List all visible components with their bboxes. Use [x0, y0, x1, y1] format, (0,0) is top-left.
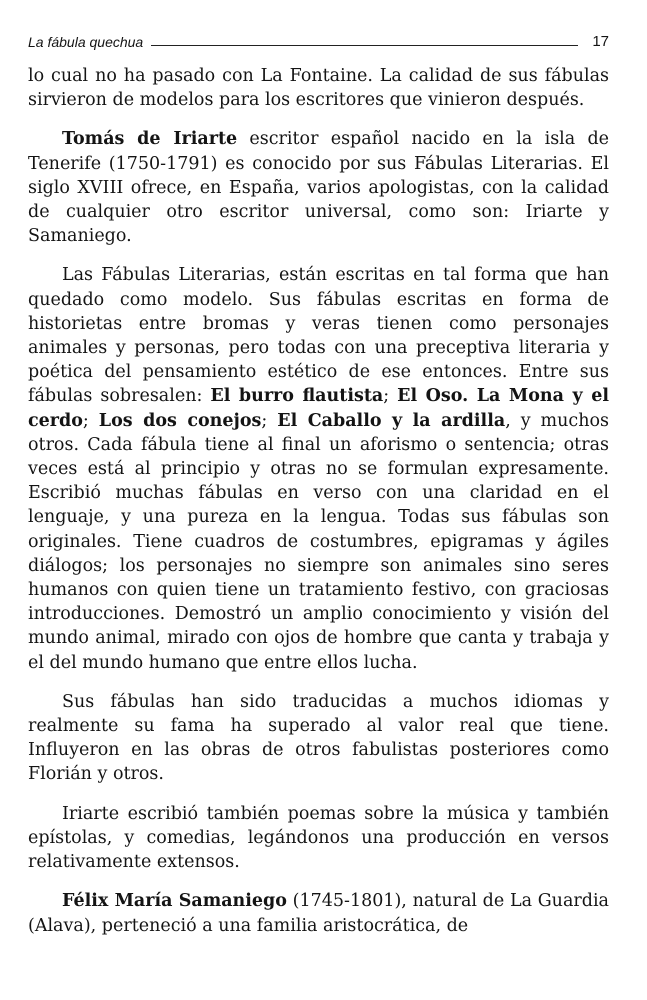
text-run: escritor español nacido en la isla de Tenerife (1750-1791) es conocido por sus Fábulas Literarias. El siglo XVIII ofrece, en España, varios apologistas, con la calidad de cualquier otro escritor universal, como son: Iriarte y Samaniego.	[28, 129, 610, 247]
page-number: 17	[592, 33, 609, 50]
text-run: Sus fábulas han sido traducidas a muchos idiomas y realmente su fama ha superado al valor real que tiene. Influyeron en las obras de otros fabulistas posteriores como Florián y otros.	[28, 691, 609, 785]
paragraph-samaniego	[28, 889, 609, 937]
paragraph-continued	[28, 64, 609, 112]
bold-text: Los dos conejos	[98, 410, 262, 431]
text-run: (1745-1801), natural de La Guardia (Alava), perteneció a una familia aristocrática, de	[28, 891, 609, 936]
text-run: ;	[82, 410, 99, 431]
paragraph-fabulas-literarias	[28, 263, 609, 674]
text-run: ;	[383, 386, 398, 407]
header-rule	[151, 45, 578, 46]
paragraph-poemas	[28, 802, 609, 875]
text-run: ;	[261, 410, 278, 431]
bold-text: Félix María Samaniego	[62, 891, 287, 912]
text-run: lo cual no ha pasado con La Fontaine. La calidad de sus fábulas sirvieron de modelos para los escritores que vinieron después.	[28, 66, 609, 111]
running-title: La fábula quechua	[28, 34, 144, 50]
text-run: Iriarte escribió también poemas sobre la música y también epístolas, y comedias, legándonos una producción en versos relativamente extensos.	[28, 803, 609, 873]
paragraph-traducciones	[28, 690, 609, 787]
text-run: , y muchos otros. Cada fábula tiene al final un aforismo o sentencia; otras veces está al principio y otras no se formulan expresamente. Escribió muchas fábulas en verso con una claridad en el lenguaje, y una pureza en la lengua. Todas sus fábulas son originales. Tiene cuadros de costumbres, epigramas y ágiles diálogos; los personajes no siempre son animales sino seres humanos con quien tiene un tratamiento festivo, con graciosas introducciones. Demostró un amplio conocimiento y visión del mundo animal, mirado con ojos de hombre que canta y trabaja y el del mundo humano que entre ellos lucha.	[28, 410, 609, 673]
bold-text: El burro flautista	[210, 386, 384, 407]
body-text	[28, 64, 609, 953]
bold-text: El Oso. La Mona y el cerdo	[28, 386, 609, 431]
running-header	[28, 30, 609, 50]
bold-text: Tomás de Iriarte	[62, 129, 238, 150]
paragraph-iriarte-intro	[28, 127, 609, 248]
text-run: Las Fábulas Literarias, están escritas en tal forma que han quedado como modelo. Sus fábulas escritas en forma de historietas entre bromas y veras tienen como personajes animales y personas, pero todas con una preceptiva literaria y poética del pensamiento estético de ese entonces. Entre sus fábulas sobresalen:	[28, 265, 609, 407]
bold-text: El Caballo y la ardilla	[277, 410, 506, 431]
